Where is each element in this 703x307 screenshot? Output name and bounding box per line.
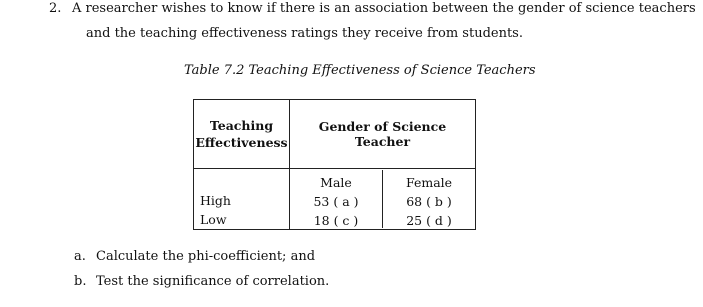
effectiveness-table <box>193 99 476 230</box>
row-label-low: Low <box>200 212 227 227</box>
data-cells <box>290 169 476 230</box>
table-caption: Table 7.2 Teaching Effectiveness of Science Teachers <box>184 63 536 78</box>
column-female <box>383 170 475 228</box>
table-body-row <box>194 169 476 230</box>
row-labels-cell <box>194 169 290 230</box>
cell-low-male: 18 ( c ) <box>313 213 359 228</box>
row-label-high: High <box>200 193 231 208</box>
column-header-male: Male <box>320 175 352 190</box>
row-header-cell <box>194 100 290 169</box>
column-group-header: Gender of Science Teacher <box>290 100 476 169</box>
subquestion-a-letter: a. <box>74 249 86 264</box>
column-male <box>290 170 383 228</box>
question-text-line-2: and the teaching effectiveness ratings they receive from students. <box>86 26 523 41</box>
row-header-line-2: Effectiveness <box>195 135 288 150</box>
row-header-line-1: Teaching <box>209 118 274 133</box>
cell-high-male: 53 ( a ) <box>313 194 359 209</box>
cell-low-female: 25 ( d ) <box>406 213 452 228</box>
question-text-line-1: A researcher wishes to know if there is an association between the gender of science teachers <box>72 1 696 16</box>
subquestion-b-text: Test the significance of correlation. <box>96 274 330 289</box>
column-header-female: Female <box>405 175 453 190</box>
table-header-row <box>194 100 476 169</box>
subquestion-b-letter: b. <box>74 274 87 289</box>
question-number: 2. <box>49 1 62 16</box>
subquestion-a-text: Calculate the phi-coefficient; and <box>96 249 316 264</box>
cell-high-female: 68 ( b ) <box>406 194 452 209</box>
